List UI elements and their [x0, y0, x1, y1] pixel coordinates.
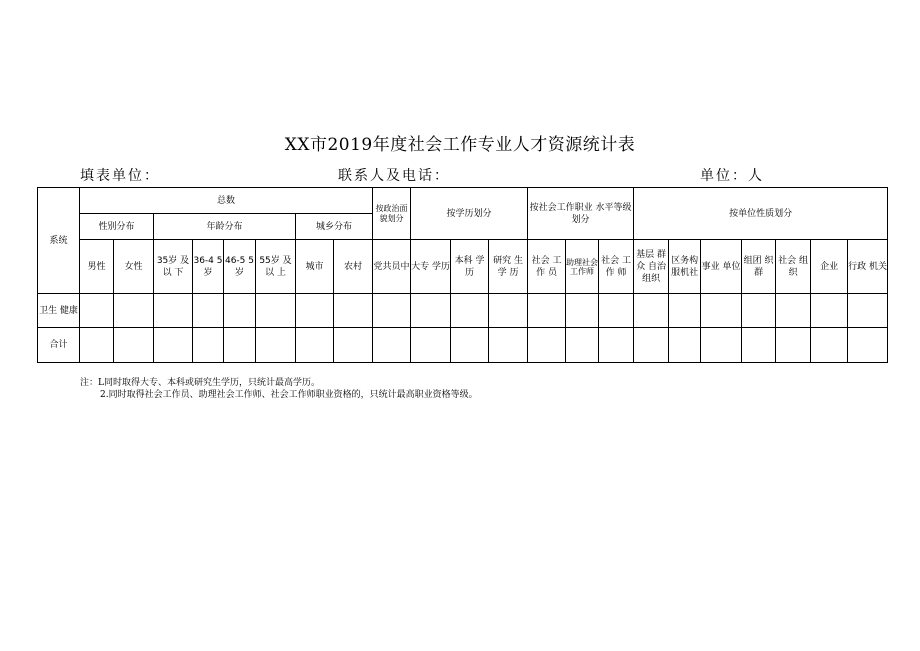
table-cell[interactable]	[296, 328, 334, 363]
table-cell[interactable]	[811, 328, 848, 363]
header-political: 按政治面貌划分	[373, 188, 411, 240]
table-cell[interactable]	[742, 328, 776, 363]
col-age-under35: 35岁 及以 下	[154, 240, 193, 294]
table-cell[interactable]	[742, 294, 776, 328]
table-cell[interactable]	[566, 294, 599, 328]
col-social-org: 社会 组织	[776, 240, 811, 294]
table-cell[interactable]	[411, 294, 451, 328]
statistics-table	[37, 187, 888, 363]
table-cell[interactable]	[634, 328, 669, 363]
col-sw-staff: 社会 工作 员	[528, 240, 566, 294]
header-gender: 性别分布	[80, 214, 154, 240]
row-label-total: 合计	[38, 328, 80, 363]
col-age-36-45: 36-4 5岁	[193, 240, 224, 294]
measure-unit-label: 单位：人	[700, 168, 764, 184]
col-rural: 农村	[334, 240, 373, 294]
table-cell[interactable]	[528, 294, 566, 328]
table-cell[interactable]	[634, 294, 669, 328]
col-enterprise: 企业	[811, 240, 848, 294]
table-cell[interactable]	[114, 328, 154, 363]
table-cell[interactable]	[224, 294, 256, 328]
table-cell[interactable]	[80, 294, 114, 328]
contact-label: 联系人及电话：	[338, 168, 450, 184]
col-group-org: 组团 织 群	[742, 240, 776, 294]
table-row	[38, 328, 888, 363]
table-cell[interactable]	[848, 328, 888, 363]
table-cell[interactable]	[256, 294, 296, 328]
col-public-institution: 事业 单位	[701, 240, 742, 294]
table-cell[interactable]	[334, 328, 373, 363]
header-education: 按学历划分	[411, 188, 528, 240]
table-cell[interactable]	[334, 294, 373, 328]
header-level: 按社会工作职业 水平等级划分	[528, 188, 634, 240]
table-cell[interactable]	[373, 294, 411, 328]
header-urban-rural: 城乡分布	[296, 214, 373, 240]
col-age-over55: 55岁 及以 上	[256, 240, 296, 294]
table-cell[interactable]	[114, 294, 154, 328]
table-cell[interactable]	[296, 294, 334, 328]
table-title: XX市2019年度社会工作专业人才资源统计表	[284, 135, 636, 155]
col-female: 女性	[114, 240, 154, 294]
table-cell[interactable]	[193, 328, 224, 363]
col-community-service: 区务构 服机社	[669, 240, 701, 294]
header-system: 系统	[38, 188, 80, 294]
col-party-member: 党共员中	[373, 240, 411, 294]
table-cell[interactable]	[776, 328, 811, 363]
row-label-health: 卫生 健康	[38, 294, 80, 328]
col-grassroots-org: 基层 群众 自治 组织	[634, 240, 669, 294]
header-age: 年龄分布	[154, 214, 296, 240]
table-row	[38, 294, 888, 328]
table-cell[interactable]	[848, 294, 888, 328]
filling-unit-label: 填表单位：	[80, 168, 160, 184]
table-cell[interactable]	[669, 328, 701, 363]
note-2: 2.同时取得社会工作员、助理社会工作师、社会工作师职业资格的，只统计最高职业资格等级。	[100, 390, 478, 400]
table-cell[interactable]	[256, 328, 296, 363]
table-cell[interactable]	[451, 294, 489, 328]
table-cell[interactable]	[451, 328, 489, 363]
col-bachelor: 本科 学历	[451, 240, 489, 294]
table-cell[interactable]	[154, 294, 193, 328]
note-1: 注：L同时取得大专、本科或研究生学历，只统计最高学历。	[80, 378, 320, 388]
table-cell[interactable]	[811, 294, 848, 328]
table-cell[interactable]	[373, 328, 411, 363]
table-cell[interactable]	[566, 328, 599, 363]
header-org-type: 按单位性质划分	[634, 188, 888, 240]
col-male: 男性	[80, 240, 114, 294]
table-cell[interactable]	[776, 294, 811, 328]
table-cell[interactable]	[599, 294, 634, 328]
table-cell[interactable]	[411, 328, 451, 363]
col-social-worker: 社会 工作 师	[599, 240, 634, 294]
header-total: 总数	[80, 188, 373, 214]
table-cell[interactable]	[154, 328, 193, 363]
col-college: 大专 学历	[411, 240, 451, 294]
col-city: 城市	[296, 240, 334, 294]
table-cell[interactable]	[599, 328, 634, 363]
table-cell[interactable]	[701, 328, 742, 363]
table-cell[interactable]	[80, 328, 114, 363]
col-age-46-55: 46-5 5岁	[224, 240, 256, 294]
table-cell[interactable]	[489, 328, 528, 363]
table-cell[interactable]	[669, 294, 701, 328]
table-cell[interactable]	[224, 328, 256, 363]
col-graduate: 研究 生学 历	[489, 240, 528, 294]
table-cell[interactable]	[193, 294, 224, 328]
table-cell[interactable]	[528, 328, 566, 363]
notes	[80, 377, 478, 401]
table-cell[interactable]	[701, 294, 742, 328]
col-admin-agency: 行政 机关	[848, 240, 888, 294]
col-assistant-sw: 助理社会工作师	[566, 240, 599, 294]
table-cell[interactable]	[489, 294, 528, 328]
